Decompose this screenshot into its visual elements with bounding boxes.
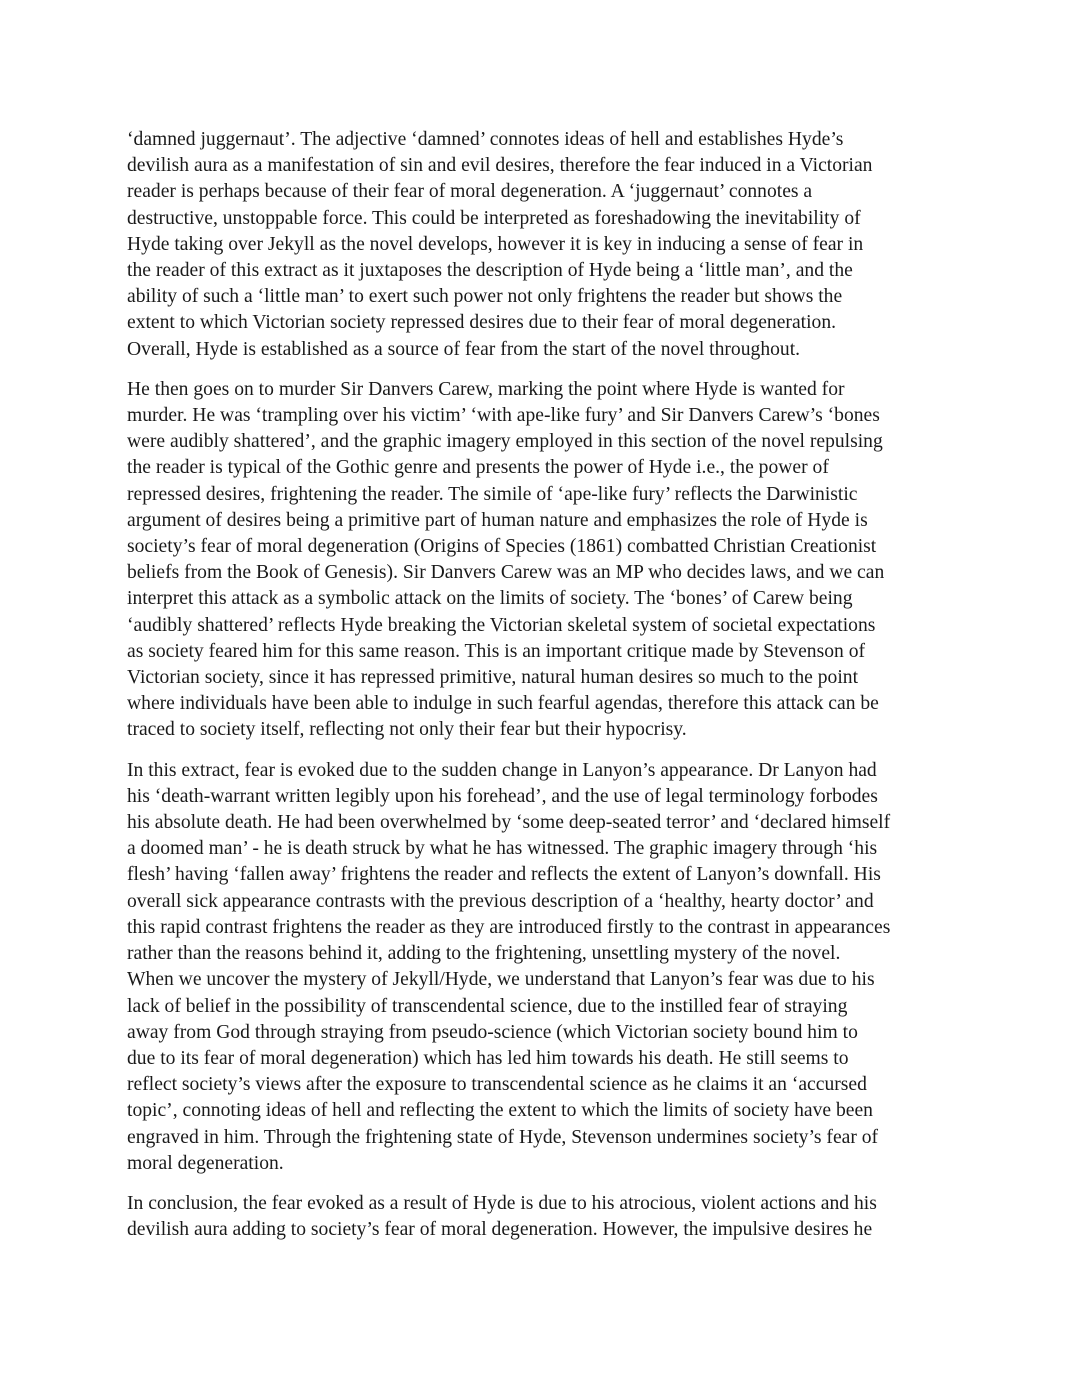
text-line: ‘audibly shattered’ reflects Hyde breaking the Victorian skeletal system of societal expectations (127, 614, 876, 636)
text-line: the reader of this extract as it juxtaposes the description of Hyde being a ‘little man’, and the (127, 260, 853, 282)
text-line: argument of desires being a primitive part of human nature and emphasizes the role of Hyde is (127, 509, 868, 531)
text-line: due to its fear of moral degeneration) which has led him towards his death. He still seems to (127, 1047, 849, 1069)
text-line: extent to which Victorian society repressed desires due to their fear of moral degeneration. (127, 312, 837, 334)
paragraph-4 (127, 1191, 967, 1243)
text-line: ‘damned juggernaut’. The adjective ‘damned’ connotes ideas of hell and establishes Hyde’s (127, 129, 844, 150)
text-line: destructive, unstoppable force. This could be interpreted as foreshadowing the inevitability of (127, 207, 861, 229)
text-line: beliefs from the Book of Genesis). Sir Danvers Carew was an MP who decides laws, and we can (127, 562, 885, 584)
text-line: as society feared him for this same reason. This is an important critique made by Stevenson of (127, 640, 866, 662)
text-line: engraved in him. Through the frightening state of Hyde, Stevenson undermines society’s fear of (127, 1126, 879, 1148)
text-line: society’s fear of moral degeneration (Origins of Species (1861) combatted Christian Creationist (127, 536, 877, 558)
text-line: moral degeneration. (127, 1152, 284, 1174)
text-line: In conclusion, the fear evoked as a result of Hyde is due to his atrocious, violent actions and his (127, 1192, 877, 1214)
text-line: In this extract, fear is evoked due to the sudden change in Lanyon’s appearance. Dr Lanyon had (127, 759, 877, 781)
text-line: repressed desires, frightening the reader. The simile of ‘ape-like fury’ reflects the Darwinistic (127, 483, 858, 505)
text-line: his absolute death. He had been overwhelmed by ‘some deep-seated terror’ and ‘declared himself (127, 812, 891, 834)
text-line: reader is perhaps because of their fear of moral degeneration. A ‘juggernaut’ connotes a (127, 181, 813, 203)
text-line: rather than the reasons behind it, adding to the frightening, unsettling mystery of the novel. (127, 943, 841, 965)
text-line: a doomed man’ - he is death struck by what he has witnessed. The graphic imagery through ‘his (127, 838, 878, 860)
text-line: this rapid contrast frightens the reader as they are introduced firstly to the contrast in appearances (127, 916, 891, 938)
text-line: Hyde taking over Jekyll as the novel develops, however it is key in inducing a sense of fear in (127, 233, 864, 255)
essay-body (127, 127, 967, 1257)
text-line: Overall, Hyde is established as a source of fear from the start of the novel throughout. (127, 338, 801, 360)
text-line: the reader is typical of the Gothic genre and presents the power of Hyde i.e., the power of (127, 457, 829, 479)
text-line: his ‘death-warrant written legibly upon his forehead’, and the use of legal terminology forbodes (127, 785, 878, 807)
text-line: lack of belief in the possibility of transcendental science, due to the instilled fear of straying (127, 995, 848, 1017)
text-line: overall sick appearance contrasts with the previous description of a ‘healthy, hearty doctor’ and (127, 890, 874, 912)
text-line: He then goes on to murder Sir Danvers Carew, marking the point where Hyde is wanted for (127, 378, 845, 400)
text-line: reflect society’s views after the exposure to transcendental science as he claims it an ‘accursed (127, 1074, 867, 1096)
text-line: were audibly shattered’, and the graphic imagery employed in this section of the novel repulsing (127, 431, 883, 453)
text-line: Victorian society, since it has repressed primitive, natural human desires so much to the point (127, 667, 859, 689)
text-line: where individuals have been able to indulge in such fearful agendas, therefore this attack can be (127, 693, 879, 715)
text-line: away from God through straying from pseudo-science (which Victorian society bound him to (127, 1021, 858, 1043)
text-line: devilish aura as a manifestation of sin and evil desires, therefore the fear induced in a Victorian (127, 155, 873, 177)
text-line: When we uncover the mystery of Jekyll/Hyde, we understand that Lanyon’s fear was due to his (127, 969, 875, 991)
text-line: murder. He was ‘trampling over his victim’ ‘with ape-like fury’ and Sir Danvers Carew’s ‘bones (127, 405, 880, 427)
text-line: devilish aura adding to society’s fear of moral degeneration. However, the impulsive desires he (127, 1219, 873, 1241)
text-line: ability of such a ‘little man’ to exert such power not only frightens the reader but shows the (127, 286, 843, 308)
paragraph-3 (127, 758, 967, 1177)
text-line: topic’, connoting ideas of hell and reflecting the extent to which the limits of society have been (127, 1100, 873, 1122)
paragraph-2 (127, 377, 967, 744)
text-line: flesh’ having ‘fallen away’ frightens the reader and reflects the extent of Lanyon’s downfall. His (127, 864, 881, 886)
text-line: traced to society itself, reflecting not only their fear but their hypocrisy. (127, 719, 687, 741)
text-line: interpret this attack as a symbolic attack on the limits of society. The ‘bones’ of Carew being (127, 588, 853, 610)
paragraph-1 (127, 127, 967, 363)
